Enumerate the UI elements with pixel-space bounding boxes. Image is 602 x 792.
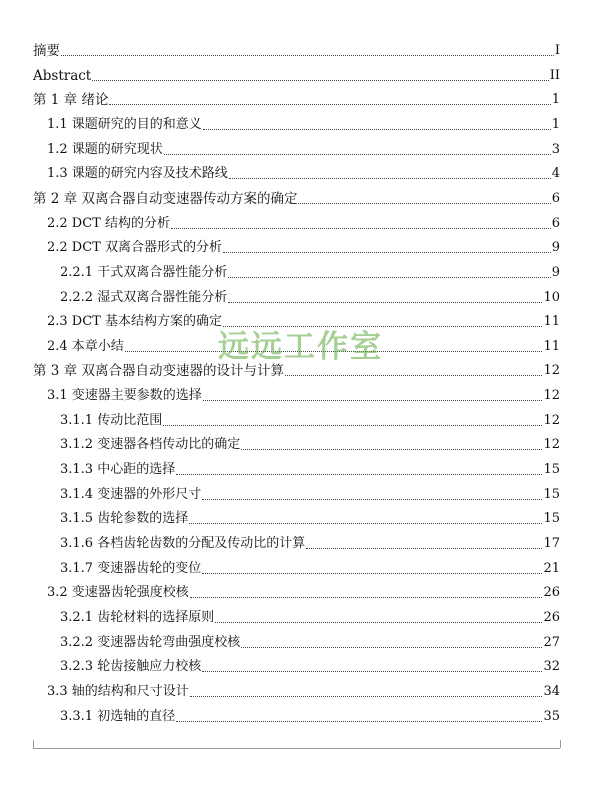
toc-dot-leader <box>92 79 548 81</box>
toc-entry-title: 3.1.2 变速器各档传动比的确定 <box>60 437 241 453</box>
toc-dot-leader <box>109 103 550 105</box>
toc-entry-page-number: 10 <box>543 289 560 305</box>
toc-entry[interactable] <box>33 455 560 479</box>
toc-entry[interactable] <box>33 702 560 726</box>
toc-entry-page-number: 26 <box>543 585 560 601</box>
toc-entry-page-number: 11 <box>543 314 560 330</box>
toc-entry[interactable] <box>33 628 560 652</box>
toc-entry-page-number: 32 <box>543 659 560 675</box>
toc-entry[interactable] <box>33 184 560 208</box>
toc-entry[interactable] <box>33 554 560 578</box>
toc-entry-title: 2.4 本章小结 <box>47 338 124 354</box>
toc-entry-page-number: 15 <box>543 462 560 478</box>
toc-dot-leader <box>223 251 551 253</box>
page-corner-mark-right <box>560 740 561 748</box>
toc-entry[interactable] <box>33 159 560 183</box>
toc-entry-title: 3.1.4 变速器的外形尺寸 <box>60 486 202 502</box>
toc-entry-title: 第 3 章 双离合器自动变速器的设计与计算 <box>33 363 284 380</box>
toc-entry-page-number: 27 <box>543 634 560 650</box>
toc-dot-leader <box>306 547 542 549</box>
toc-entry-page-number: 9 <box>551 240 560 256</box>
toc-entry-page-number: 17 <box>543 536 560 551</box>
toc-entry[interactable] <box>33 110 560 134</box>
toc-entry[interactable] <box>33 135 560 159</box>
toc-entry-title: 2.3 DCT 基本结构方案的确定 <box>47 314 222 330</box>
toc-entry-title: 3.3.1 初选轴的直径 <box>60 708 176 724</box>
toc-entry[interactable] <box>33 85 560 109</box>
toc-entry-page-number: 12 <box>543 388 560 404</box>
toc-entry-title: 3.1.7 变速器齿轮的变位 <box>60 560 202 576</box>
toc-entry-page-number: 1 <box>551 116 560 132</box>
toc-entry[interactable] <box>33 233 560 257</box>
toc-entry-title: 3.2.2 变速器齿轮弯曲强度校核 <box>60 634 241 650</box>
toc-entry-title: 3.2 变速器齿轮强度校核 <box>47 585 189 601</box>
toc-entry-title: 2.2 DCT 双离合器形式的分析 <box>47 240 222 256</box>
toc-entry-page-number: 35 <box>543 708 560 724</box>
toc-entry-page-number: 3 <box>551 141 560 157</box>
toc-entry[interactable] <box>33 406 560 430</box>
toc-dot-leader <box>228 276 551 278</box>
toc-entry[interactable] <box>33 480 560 504</box>
toc-entry-title: 2.2 DCT 结构的分析 <box>47 215 170 231</box>
toc-entry[interactable] <box>33 258 560 282</box>
toc-entry-title: 3.1.5 齿轮参数的选择 <box>60 511 189 527</box>
toc-entry-page-number: 11 <box>543 338 560 354</box>
toc-dot-leader <box>202 498 542 500</box>
toc-dot-leader <box>285 374 542 376</box>
toc-entry-title: 2.2.1 干式双离合器性能分析 <box>60 264 228 280</box>
toc-entry-page-number: 15 <box>543 486 560 502</box>
toc-entry-title: 3.1.6 各档齿轮齿数的分配及传动比的计算 <box>60 536 306 551</box>
toc-entry-title: 摘要 <box>33 43 60 59</box>
toc-entry-title: 3.3 轴的结构和尺寸设计 <box>47 683 189 699</box>
toc-dot-leader <box>189 522 542 524</box>
toc-dot-leader <box>164 153 551 155</box>
toc-entry[interactable] <box>33 652 560 676</box>
toc-dot-leader <box>215 621 542 623</box>
toc-entry[interactable] <box>33 578 560 602</box>
toc-entry-page-number: II <box>549 67 560 83</box>
toc-entry[interactable] <box>33 430 560 454</box>
toc-entry-page-number: 26 <box>543 609 560 625</box>
toc-dot-leader <box>176 473 542 475</box>
toc-entry-title: 第 2 章 双离合器自动变速器传动方案的确定 <box>33 190 298 207</box>
toc-dot-leader <box>298 202 550 204</box>
toc-dot-leader <box>228 301 542 303</box>
toc-dot-leader <box>203 399 543 401</box>
toc-entry[interactable] <box>33 209 560 233</box>
toc-entry-page-number: 21 <box>543 560 560 576</box>
toc-entry-title: 1.1 课题研究的目的和意义 <box>47 116 202 132</box>
toc-dot-leader <box>203 128 551 130</box>
toc-dot-leader <box>202 670 542 672</box>
toc-dot-leader <box>61 54 554 56</box>
toc-dot-leader <box>163 424 542 426</box>
toc-dot-leader <box>190 695 543 697</box>
toc-entry-page-number: 15 <box>543 511 560 527</box>
toc-entry-page-number: 34 <box>543 683 560 699</box>
toc-dot-leader <box>171 227 551 229</box>
toc-entry[interactable] <box>33 381 560 405</box>
toc-entry[interactable] <box>33 61 560 85</box>
toc-entry-page-number: 4 <box>551 166 560 182</box>
toc-entry-page-number: 12 <box>543 363 560 379</box>
toc-dot-leader <box>241 646 542 648</box>
toc-entry[interactable] <box>33 283 560 307</box>
toc-entry-title: 3.1.1 传动比范围 <box>60 412 163 428</box>
toc-entry-title: 3.2.3 轮齿接触应力校核 <box>60 659 202 675</box>
toc-entry[interactable] <box>33 603 560 627</box>
page-corner-mark-left <box>33 740 34 748</box>
toc-entry-title: 第 1 章 绪论 <box>33 92 109 109</box>
toc-entry[interactable] <box>33 36 560 60</box>
toc-entry-page-number: 1 <box>551 92 560 108</box>
toc-dot-leader <box>241 448 542 450</box>
toc-entry-page-number: 6 <box>551 215 560 231</box>
toc-entry-title: 3.2.1 齿轮材料的选择原则 <box>60 609 215 625</box>
watermark: 远远工作室 <box>218 329 383 365</box>
page-bottom-border <box>33 748 560 749</box>
toc-entry-title: 2.2.2 湿式双离合器性能分析 <box>60 289 228 305</box>
toc-entry-title: 3.1 变速器主要参数的选择 <box>47 388 202 404</box>
toc-entry-page-number: 12 <box>543 437 560 453</box>
toc-dot-leader <box>202 572 542 574</box>
toc-entry-page-number: 12 <box>543 412 560 428</box>
toc-entry-page-number: 9 <box>551 264 560 280</box>
toc-entry-page-number: 6 <box>551 190 560 206</box>
toc-entry-title: Abstract <box>33 67 92 84</box>
toc-entry[interactable] <box>33 529 560 553</box>
toc-entry-page-number: I <box>554 43 560 58</box>
toc-entry-title: 3.1.3 中心距的选择 <box>60 462 176 478</box>
toc-entry-title: 1.3 课题的研究内容及技术路线 <box>47 166 228 182</box>
toc-entry[interactable] <box>33 677 560 701</box>
toc-entry-title: 1.2 课题的研究现状 <box>47 141 163 157</box>
toc-dot-leader <box>229 177 551 179</box>
toc-entry[interactable] <box>33 504 560 528</box>
toc-dot-leader <box>190 596 543 598</box>
toc-dot-leader <box>176 720 542 722</box>
